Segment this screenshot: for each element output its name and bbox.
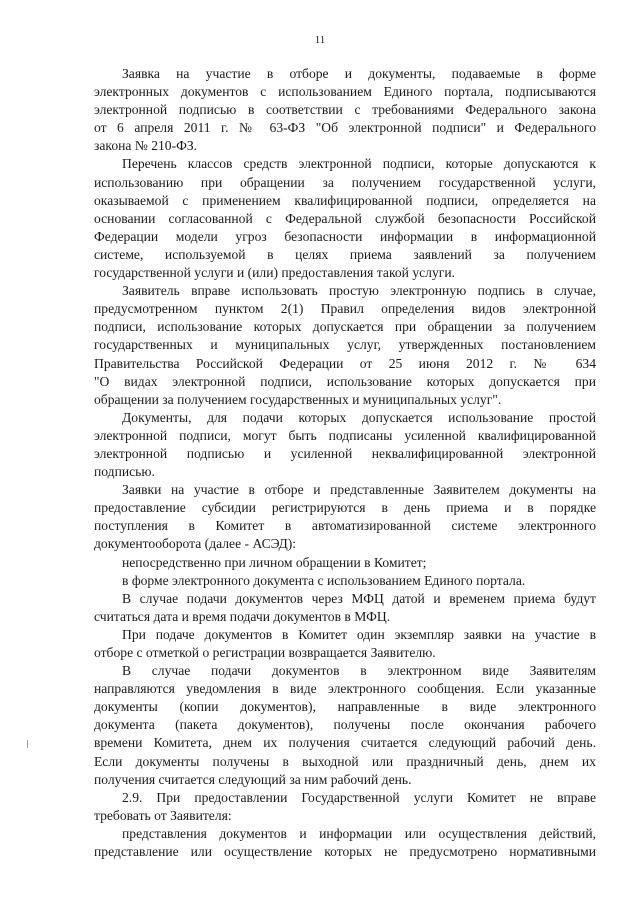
text-line: "О видах электронной подписи, использование которых допускается при bbox=[94, 373, 596, 389]
text-line: В случае подачи документов через МФЦ датой и временем приема будут bbox=[122, 590, 596, 606]
text-line: отборе с отметкой о регистрации возвращается Заявителю. bbox=[94, 645, 436, 660]
margin-mark bbox=[27, 740, 28, 748]
text-line: документы (копии документов), направленные в виде электронного bbox=[94, 699, 596, 715]
text-line: При подаче документов в Комитет один экземпляр заявки на участие в bbox=[122, 626, 596, 642]
text-line: Документы, для подачи которых допускается использование простой bbox=[122, 409, 596, 425]
text-line: Перечень классов средств электронной подписи, которые допускаются к bbox=[122, 156, 596, 172]
text-line: обращении за получением государственных и муниципальных услуг". bbox=[94, 391, 502, 407]
text-line: представление или осуществление которых не предусмотрено нормативными bbox=[94, 844, 596, 860]
paragraph bbox=[94, 282, 596, 409]
page-number: 11 bbox=[314, 34, 326, 46]
text-line: оказываемой с применением квалифицированной подписи, определяется на bbox=[94, 192, 596, 208]
text-line: поступления в Комитет в автоматизированной системе электронного bbox=[94, 518, 596, 534]
paragraph bbox=[94, 554, 596, 572]
text-line: документа (пакета документов), получены после окончания рабочего bbox=[94, 717, 596, 733]
paragraph bbox=[94, 481, 596, 553]
text-line: Заявки на участие в отборе и представленные Заявителем документы на bbox=[122, 482, 596, 498]
text-line: Если документы получены в выходной или праздничный день, днем их bbox=[94, 753, 596, 769]
text-line: требовать от Заявителя: bbox=[94, 807, 232, 823]
text-line: от 6 апреля 2011 г. № 63-ФЗ "Об электронной подписи" и Федерального bbox=[94, 120, 596, 136]
text-line: Заявитель вправе использовать простую электронную подпись в случае, bbox=[122, 283, 596, 299]
text-line: предусмотренном пунктом 2(1) Правил определения видов электронной bbox=[94, 301, 596, 317]
paragraph bbox=[94, 572, 596, 590]
text-line: системе, используемой в целях приема заявлений за получением bbox=[94, 246, 596, 262]
text-line: электронной подписью и усиленной неквалифицированной электронной bbox=[94, 445, 596, 461]
text-line: представления документов и информации или осуществления действий, bbox=[122, 825, 596, 841]
text-line: 2.9. При предоставлении Государственной услуги Комитет не вправе bbox=[122, 789, 596, 805]
text-line: подписи, использование которых допускается при обращении за получением bbox=[94, 319, 596, 335]
text-line: направляются уведомления в виде электронного сообщения. Если указанные bbox=[94, 681, 596, 697]
paragraph bbox=[94, 590, 596, 626]
text-line: электронной подписью в соответствии с требованиями Федерального закона bbox=[94, 102, 596, 118]
text-line: основании согласованной с Федеральной службой безопасности Российской bbox=[94, 210, 596, 226]
text-line: электронной подписи, могут быть подписаны усиленной квалифицированной bbox=[94, 427, 596, 443]
text-line: Заявка на участие в отборе и документы, подаваемые в форме bbox=[122, 66, 596, 81]
text-line: В случае подачи документов в электронном виде Заявителям bbox=[122, 663, 596, 679]
text-line: Правительства Российской Федерации от 25 июня 2012 г. № 634 bbox=[94, 355, 596, 371]
text-line: Федерации модели угроз безопасности информации в информационной bbox=[94, 228, 596, 244]
text-line: закона № 210-ФЗ. bbox=[94, 138, 198, 154]
text-line: электронных документов с использованием Единого портала, подписываются bbox=[94, 84, 596, 100]
text-line: считаться дата и время подачи документов в МФЦ. bbox=[94, 608, 391, 624]
text-line: государственных и муниципальных услуг, утвержденных постановлением bbox=[94, 337, 596, 353]
paragraph bbox=[94, 825, 596, 861]
paragraph bbox=[94, 789, 596, 825]
text-line: непосредственно при личном обращении в Комитет; bbox=[122, 554, 427, 570]
text-line: в форме электронного документа с использованием Единого портала. bbox=[122, 572, 526, 588]
text-line: получения считается следующий за ним рабочий день. bbox=[94, 771, 412, 787]
text-line: использованию при обращении за получением государственной услуги, bbox=[94, 174, 596, 190]
text-line: документооборота (далее - АСЭД): bbox=[94, 536, 297, 552]
paragraph bbox=[94, 662, 596, 789]
paragraph bbox=[94, 155, 596, 282]
text-line: предоставление субсидии регистрируются в день приема и в порядке bbox=[94, 500, 596, 516]
paragraph bbox=[94, 409, 596, 481]
text-line: времени Комитета, днем их получения считается следующий рабочий день. bbox=[94, 735, 596, 751]
paragraph bbox=[94, 65, 596, 155]
paragraph bbox=[94, 626, 596, 662]
document-body bbox=[94, 65, 596, 861]
text-line: государственной услуги и (или) предоставления такой услуги. bbox=[94, 265, 455, 281]
text-line: подписью. bbox=[94, 464, 155, 480]
